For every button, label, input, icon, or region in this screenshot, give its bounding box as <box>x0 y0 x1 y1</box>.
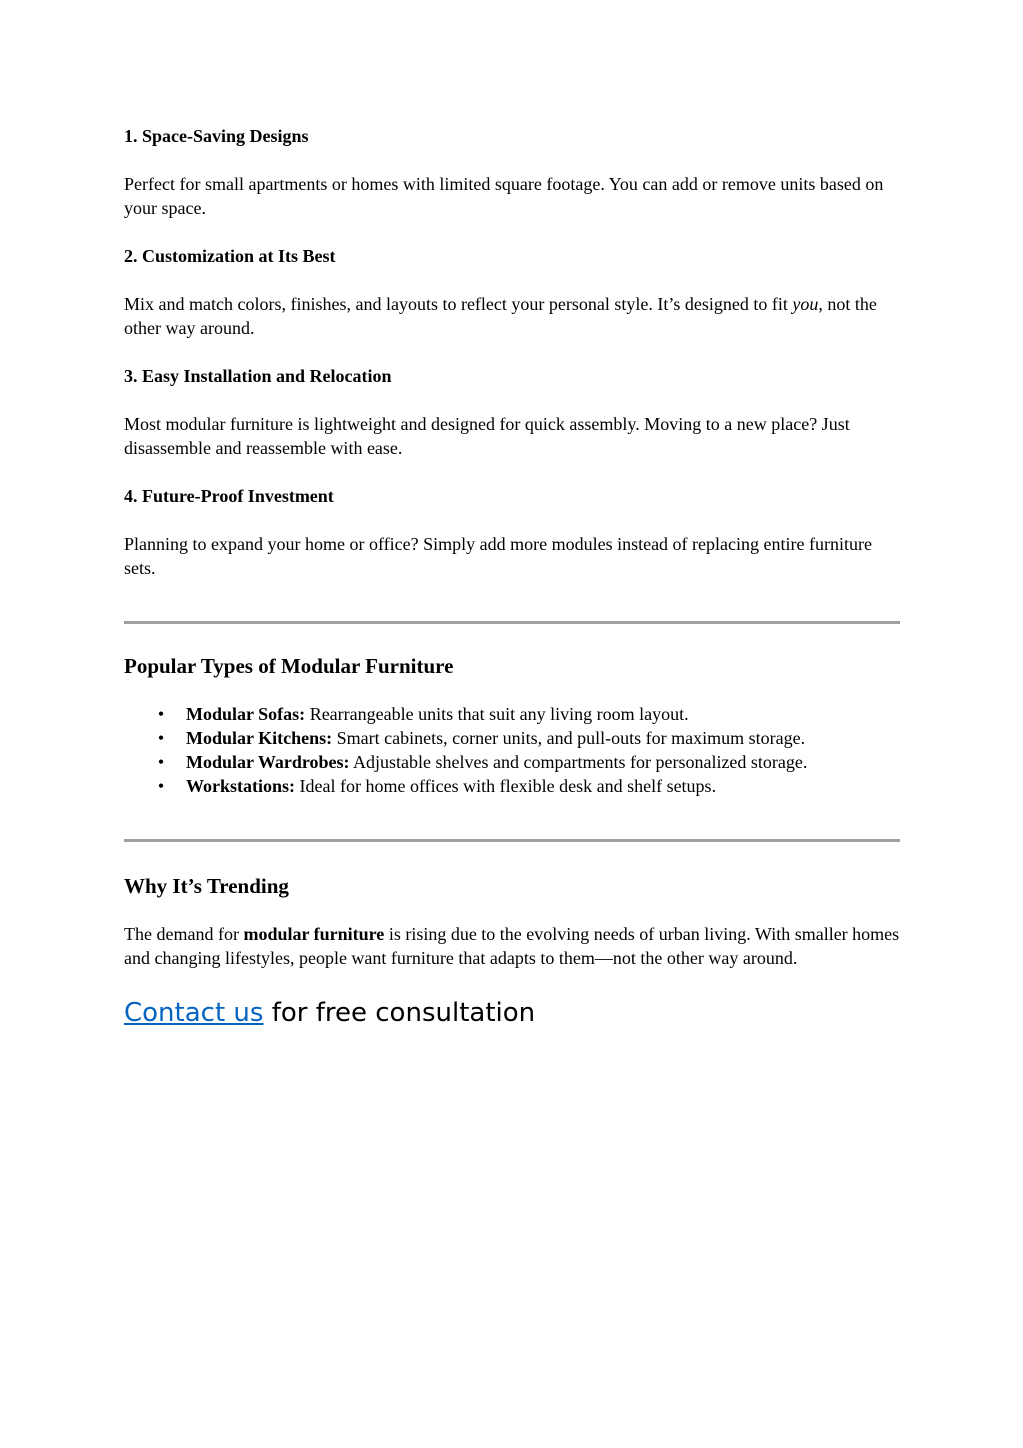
benefit-body-customization <box>124 292 900 340</box>
benefit-body-installation: Most modular furniture is lightweight and designed for quick assembly. Moving to a new place? Just disassemble and reassemble with ease. <box>124 414 850 458</box>
bullet-icon: • <box>157 776 165 796</box>
type-name: Modular Wardrobes: <box>186 752 350 772</box>
trending-section-title: Why It’s Trending <box>124 874 289 898</box>
benefit-body-customization-text: Mix and match colors, finishes, and layouts to reflect your personal style. It’s designed to fit <box>124 294 793 314</box>
types-list <box>124 702 900 798</box>
trending-body-start: The demand for <box>124 924 244 944</box>
trending-body <box>124 922 900 970</box>
benefit-heading-future-proof: 4. Future-Proof Investment <box>124 486 334 506</box>
type-name: Workstations: <box>186 776 296 796</box>
benefit-body-customization-tail: , not the other way around. <box>124 294 877 338</box>
contact-cta-text: for free consultation <box>263 998 536 1028</box>
list-item <box>124 726 900 750</box>
bullet-icon: • <box>157 728 165 748</box>
benefit-heading-installation: 3. Easy Installation and Relocation <box>124 366 392 386</box>
type-desc: Adjustable shelves and compartments for personalized storage. <box>349 752 808 772</box>
trending-body-end: is rising due to the evolving needs of urban living. With smaller homes and changing lifestyles, people want furniture that adapts to them—not the other way around. <box>124 924 900 968</box>
list-item <box>124 774 900 798</box>
benefit-body-customization-emphasis: you <box>792 294 819 314</box>
list-item <box>124 702 900 726</box>
type-name: Modular Sofas: <box>186 704 306 724</box>
contact-us-link[interactable]: Contact us <box>124 998 264 1028</box>
types-section-title: Popular Types of Modular Furniture <box>124 654 454 678</box>
benefit-body-space-saving: Perfect for small apartments or homes with limited square footage. You can add or remove units based on your space. <box>124 174 884 218</box>
type-desc: Rearrangeable units that suit any living room layout. <box>305 704 689 724</box>
bullet-icon: • <box>157 752 165 772</box>
benefit-heading-customization: 2. Customization at Its Best <box>124 246 336 266</box>
bullet-icon: • <box>157 704 165 724</box>
benefit-heading-space-saving: 1. Space-Saving Designs <box>124 126 309 146</box>
type-desc: Ideal for home offices with flexible desk and shelf setups. <box>295 776 717 796</box>
type-name: Modular Kitchens: <box>186 728 333 748</box>
document-page <box>124 124 900 1030</box>
benefit-body-future-proof: Planning to expand your home or office? Simply add more modules instead of replacing entire furniture sets. <box>124 534 872 578</box>
contact-cta <box>124 996 900 1030</box>
list-item <box>124 750 900 774</box>
type-desc: Smart cabinets, corner units, and pull-outs for maximum storage. <box>332 728 806 748</box>
trending-body-bold: modular furniture <box>243 924 385 944</box>
